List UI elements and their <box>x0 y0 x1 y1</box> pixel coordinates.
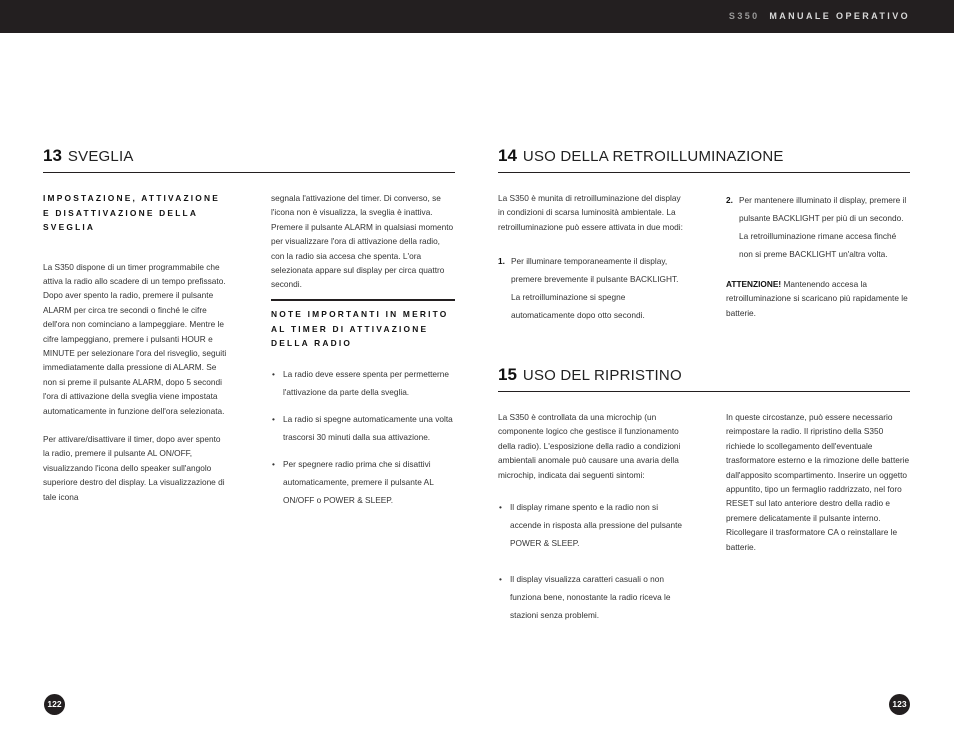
section-15-number: 15 <box>498 365 517 384</box>
section-14-intro: La S350 è munita di retroilluminazione del display in condizioni di scarsa luminosità ambientale. La retroilluminazione può essere attivata in due modi: <box>498 193 683 232</box>
notes-list <box>271 365 455 509</box>
list-item-text: Il display rimane spento e la radio non si accende in risposta alla pressione del pulsante POWER & SLEEP. <box>510 502 683 549</box>
item-text: Per mantenere illuminato il display, premere il pulsante BACKLIGHT per più di un secondo. La retroilluminazione rimane accesa finché non si preme BACKLIGHT un'altra volta. <box>739 195 907 259</box>
section-13-left-column <box>43 191 229 504</box>
list-item-text: La radio si spegne automaticamente una volta trascorsi 30 minuti dalla sua attivazione. <box>283 413 453 442</box>
notes-divider <box>271 299 455 301</box>
warning-label: ATTENZIONE! <box>726 279 782 289</box>
section-15-right-text: In queste circostanze, può essere necessario reimpostare la radio. Il ripristino della S350 richiede lo scollegamento dell'eventuale trasformatore esterno e la rimozione delle batterie dall'apposito scompartimento. Inserire un oggetto appuntito, tipo un fermaglio raddrizzato, nel foro RESET sul lato anteriore destro della radio e premere delicatamente il pulsante interno. Ricollegare il trasformatore CA o reinstallare le batterie. <box>726 412 910 552</box>
section-13-notes <box>271 307 455 509</box>
header-title <box>729 11 910 21</box>
section-14-title: USO DELLA RETROILLUMINAZIONE <box>522 148 784 165</box>
section-13-number: 13 <box>43 146 62 165</box>
section-14-warning <box>726 277 912 320</box>
section-13-heading <box>43 146 455 173</box>
list-item-text: Per spegnere radio prima che si disattivi automaticamente, premere il pulsante AL ON/OFF o POWER & SLEEP. <box>283 458 434 505</box>
page-number-left: 122 <box>44 694 65 715</box>
section-15-heading <box>498 365 910 392</box>
warning-text: Mantenendo accesa la retroilluminazione si scaricano più rapidamente le batterie. <box>726 279 908 318</box>
section-14-item-1 <box>498 252 686 324</box>
page-number-right: 123 <box>889 694 910 715</box>
header-bar <box>0 0 954 33</box>
section-15-left-column <box>498 410 686 624</box>
list-item: • La radio deve essere spenta per permetterne l'attivazione da parte della sveglia. <box>272 368 450 397</box>
header-model: S350 <box>728 11 760 21</box>
list-item: • La radio si spegne automaticamente una volta trascorsi 30 minuti dalla sua attivazione. <box>272 413 453 442</box>
list-item: • Il display rimane spento e la radio non si accende in risposta alla pressione del pulsante POWER & SLEEP. <box>499 502 683 549</box>
list-item: • Per spegnere radio prima che si disattivi automaticamente, premere il pulsante AL ON/OFF o POWER & SLEEP. <box>272 458 434 505</box>
section-13-paragraph-1: La S350 dispone di un timer programmabile che attiva la radio allo scadere di un tempo prefissato. Dopo aver spento la radio, premere il pulsante ALARM per circa tre secondi o finché le cifre dell'ora non cominciano a lampeggiare. Mentre le cifre lampeggiano, premere i pulsanti HOUR e MINUTE per selezionare l'ora del risveglio, seguiti immediatamente dalla pressione di ALARM. Se non si preme il pulsante ALARM, dopo 5 secondi l'ora di attivazione della sveglia viene impostata automaticamente in funzione dell'ora selezionata. <box>43 261 227 416</box>
section-14-heading <box>498 146 910 173</box>
header-manual-title: MANUALE OPERATIVO <box>769 11 910 21</box>
item-number: 1. <box>498 256 505 267</box>
section-15-intro: La S350 è controllata da una microchip (un componente logico che gestisce il funzionamento della radio). L'esposizione della radio a condizioni ambientali anomale può causare una avaria della microchip, indicata dai seguenti sintomi: <box>498 412 681 480</box>
list-item-text: La radio deve essere spenta per permetterne l'attivazione da parte della sveglia. <box>283 368 450 397</box>
section-13-paragraph-2: Per attivare/disattivare il timer, dopo aver spento la radio, premere il pulsante AL ON/OFF, visualizzando l'icona dello speaker sull'angolo superiore destro del display. La visualizzazione di tale icona <box>43 433 225 502</box>
item-text: Per illuminare temporaneamente il display, premere brevemente il pulsante BACKLIGHT. La retroilluminazione si spegne automaticamente dopo otto secondi. <box>511 256 679 321</box>
section-15-right-column <box>726 410 912 554</box>
item-number: 2. <box>726 195 733 205</box>
section-14-right-column <box>726 191 912 320</box>
section-14-left-column <box>498 191 686 324</box>
list-item: • Il display visualizza caratteri casuali o non funziona bene, nonostante la radio riceva le stazioni senza problemi. <box>499 574 671 621</box>
list-item-text: Il display visualizza caratteri casuali o non funziona bene, nonostante la radio riceva le stazioni senza problemi. <box>510 574 671 621</box>
section-15-title: USO DEL RIPRISTINO <box>522 367 682 384</box>
section-13-right-column <box>271 191 455 292</box>
section-14-item-2 <box>726 191 912 263</box>
section-13-title: SVEGLIA <box>67 148 134 165</box>
section-13-subheading: IMPOSTAZIONE, ATTIVAZIONE E DISATTIVAZIONE DELLA SVEGLIA <box>43 193 221 232</box>
notes-subheading: NOTE IMPORTANTI IN MERITO AL TIMER DI ATTIVAZIONE DELLA RADIO <box>271 309 449 348</box>
section-14-number: 14 <box>498 146 517 165</box>
symptoms-list <box>498 498 686 624</box>
section-13-paragraph-3: segnala l'attivazione del timer. Di converso, se l'icona non è visualizza, la sveglia è inattiva. Premere il pulsante ALARM in qualsiasi momento per visualizzare l'ora di attivazione della radio, con la radio sia accesa che spenta. L'ora selezionata appare sul display per circa quattro secondi. <box>271 193 454 290</box>
